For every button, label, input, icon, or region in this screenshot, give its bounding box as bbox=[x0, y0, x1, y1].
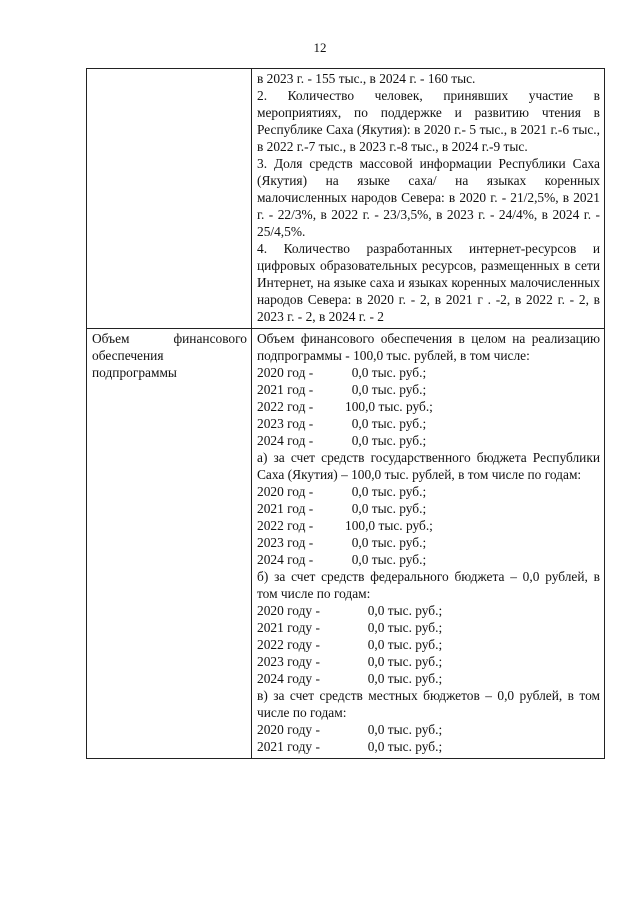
amount-year: 2023 году - bbox=[257, 654, 320, 669]
total-years-list bbox=[257, 364, 600, 449]
page-number: 12 bbox=[313, 40, 327, 55]
amount-value: 0,0 тыс. руб.; bbox=[345, 382, 427, 397]
amount-line bbox=[257, 364, 600, 381]
amount-value: 0,0 тыс. руб.; bbox=[345, 365, 427, 380]
amount-line bbox=[257, 551, 600, 568]
amount-year: 2022 год - bbox=[257, 399, 314, 414]
financing-label-text: Объем финансового обеспечения подпрограммы bbox=[92, 331, 247, 380]
indicator-item-2: 2. Количество человек, принявших участие в мероприятиях, по поддержке и развитию чтения в Республике Саха (Якутия): в 2020 г.- 5 тыс., в 2021 г.-6 тыс., в 2022 г.-7 тыс., в 2023 г.-8 тыс., в 2024 г.-9 тыс. bbox=[257, 88, 600, 154]
financing-intro: Объем финансового обеспечения в целом на реализацию подпрограммы - 100,0 тыс. рублей, в том числе: bbox=[257, 331, 600, 363]
amount-value: 0,0 тыс. руб.; bbox=[361, 739, 443, 754]
amount-line bbox=[257, 636, 600, 653]
row-label-empty bbox=[87, 69, 252, 329]
amount-value: 0,0 тыс. руб.; bbox=[345, 484, 427, 499]
amount-line bbox=[257, 517, 600, 534]
amount-line bbox=[257, 381, 600, 398]
a-years-list bbox=[257, 483, 600, 568]
amount-value: 0,0 тыс. руб.; bbox=[361, 620, 443, 635]
amount-line bbox=[257, 432, 600, 449]
amount-line bbox=[257, 398, 600, 415]
amount-year: 2020 год - bbox=[257, 484, 314, 499]
amount-value: 0,0 тыс. руб.; bbox=[345, 535, 427, 550]
amount-value: 0,0 тыс. руб.; bbox=[361, 603, 443, 618]
table-row-financing bbox=[87, 329, 605, 759]
row-label-financing bbox=[87, 329, 252, 759]
table-row-indicators bbox=[87, 69, 605, 329]
amount-line bbox=[257, 653, 600, 670]
indicator-item-4: 4. Количество разработанных интернет-ресурсов и цифровых образовательных ресурсов, размещенных в сети Интернет, на языке саха и языках коренных малочисленных народов Севера: в 2020 г. - 2, в 2021 г . -2, в 2022 г. - 2, в 2023 г. - 2, в 2024 г. - 2 bbox=[257, 241, 600, 324]
amount-year: 2021 году - bbox=[257, 739, 320, 754]
amount-year: 2020 году - bbox=[257, 603, 320, 618]
amount-year: 2022 год - bbox=[257, 518, 314, 533]
amount-line bbox=[257, 721, 600, 738]
amount-line bbox=[257, 670, 600, 687]
amount-year: 2021 год - bbox=[257, 382, 314, 397]
amount-year: 2024 году - bbox=[257, 671, 320, 686]
indicator-line-1: в 2023 г. - 155 тыс., в 2024 г. - 160 тыс. bbox=[257, 71, 476, 86]
amount-year: 2023 год - bbox=[257, 416, 314, 431]
section-b-text: б) за счет средств федерального бюджета – 0,0 рублей, в том числе по годам: bbox=[257, 569, 600, 601]
amount-year: 2020 году - bbox=[257, 722, 320, 737]
amount-line bbox=[257, 483, 600, 500]
amount-value: 0,0 тыс. руб.; bbox=[345, 552, 427, 567]
amount-value: 0,0 тыс. руб.; bbox=[345, 501, 427, 516]
amount-value: 100,0 тыс. руб.; bbox=[345, 518, 433, 533]
amount-year: 2021 год - bbox=[257, 501, 314, 516]
c-years-list bbox=[257, 721, 600, 755]
amount-line bbox=[257, 500, 600, 517]
amount-value: 100,0 тыс. руб.; bbox=[345, 399, 433, 414]
amount-line bbox=[257, 415, 600, 432]
amount-line bbox=[257, 602, 600, 619]
amount-line bbox=[257, 534, 600, 551]
amount-value: 0,0 тыс. руб.; bbox=[345, 433, 427, 448]
amount-year: 2022 году - bbox=[257, 637, 320, 652]
amount-year: 2024 год - bbox=[257, 433, 314, 448]
amount-year: 2023 год - bbox=[257, 535, 314, 550]
amount-value: 0,0 тыс. руб.; bbox=[361, 671, 443, 686]
section-a-text: а) за счет средств государственного бюджета Республики Саха (Якутия) – 100,0 тыс. рублей, в том числе по годам: bbox=[257, 450, 600, 482]
amount-year: 2024 год - bbox=[257, 552, 314, 567]
financing-cell bbox=[252, 329, 605, 759]
indicator-item-3: 3. Доля средств массовой информации Республики Саха (Якутия) на языке саха/ на языках коренных малочисленных народов Севера: в 2020 г. - 21/2,5%, в 2021 г. - 22/3%, в 2022 г. - 23/3,5%, в 2023 г. - 24/4%, в 2024 г. - 25/4,5%. bbox=[257, 156, 600, 239]
amount-year: 2021 году - bbox=[257, 620, 320, 635]
section-c-text: в) за счет средств местных бюджетов – 0,0 рублей, в том числе по годам: bbox=[257, 688, 600, 720]
b-years-list bbox=[257, 602, 600, 687]
amount-line bbox=[257, 619, 600, 636]
indicators-cell bbox=[252, 69, 605, 329]
amount-value: 0,0 тыс. руб.; bbox=[361, 637, 443, 652]
amount-year: 2020 год - bbox=[257, 365, 314, 380]
amount-value: 0,0 тыс. руб.; bbox=[361, 722, 443, 737]
amount-value: 0,0 тыс. руб.; bbox=[345, 416, 427, 431]
amount-value: 0,0 тыс. руб.; bbox=[361, 654, 443, 669]
subprogram-passport-table bbox=[86, 68, 605, 759]
amount-line bbox=[257, 738, 600, 755]
